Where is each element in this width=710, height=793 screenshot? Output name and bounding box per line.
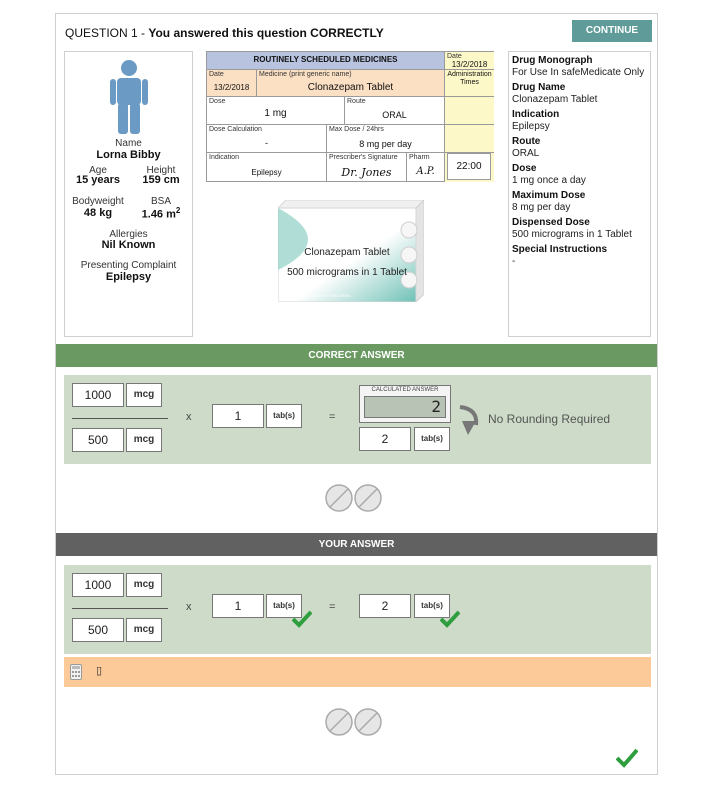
allergies-label: Allergies [109,229,148,240]
monograph-indication-label: Indication [512,109,560,120]
monograph-subtitle: For Use In safeMedicate Only [512,67,645,78]
rounding-arrow-icon [456,403,482,439]
chart-admin-slot-2 [445,125,494,153]
monograph-special-label: Special Instructions [512,244,608,255]
chart-dose-calc: Dose Calculation - [207,125,327,153]
weight-label: Bodyweight [72,196,124,207]
monograph-route-label: Route [512,136,541,147]
monograph-dispensed-label: Dispensed Dose [512,217,590,228]
calculator-icon[interactable] [70,664,82,680]
monograph-indication: Epilepsy [512,121,550,132]
chart-pharm: Pharm A.P. [407,153,445,182]
your-result[interactable]: 2 [359,594,411,618]
patient-allergies: Nil Known [101,239,156,251]
chart-admin-slot-1 [445,97,494,125]
your-denominator-unit[interactable]: mcg [126,618,162,642]
chart-prescriber: Prescriber's Signature Dr. Jones [327,153,407,182]
question-frame [55,13,658,775]
monograph-dispensed: 500 micrograms in 1 Tablet [512,229,632,240]
complaint-label: Presenting Complaint [80,260,177,271]
chart-max-dose: Max Dose / 24hrs 8 mg per day [327,125,445,153]
height-label: Height [146,165,176,176]
your-times-sign: x [186,601,192,613]
chart-dose: Dose 1 mg [207,97,345,125]
chart-admin-times: Administration Times [445,70,494,97]
bsa-label: BSA [150,196,171,207]
correct-tablets-icon [324,483,384,513]
chart-date: Date 13/2/2018 [207,70,257,97]
correct-result-unit: tab(s) [414,427,450,451]
your-multiplier[interactable]: 1 [212,594,264,618]
correct-result: 2 [359,427,411,451]
calculated-answer-value: 2 [364,396,446,418]
correct-numerator-unit: mcg [126,383,162,407]
monograph-dose: 1 mg once a day [512,175,586,186]
your-result-unit[interactable]: tab(s) [414,594,450,618]
multiplier-correct-check-icon [292,610,312,628]
monograph-title: Drug Monograph [512,55,593,66]
question-result: You answered this question CORRECTLY [148,26,384,40]
correct-equals-sign: = [329,411,336,423]
correct-multiplier: 1 [212,404,264,428]
medicine-box-name: Clonazepam Tablet [304,247,390,258]
correct-numerator: 1000 [72,383,124,407]
chart-indication: Indication Epilepsy [207,153,327,182]
correct-denominator-unit: mcg [126,428,162,452]
correct-multiplier-unit: tab(s) [266,404,302,428]
your-fraction-line [72,608,168,609]
your-numerator-unit[interactable]: mcg [126,573,162,597]
continue-button[interactable]: CONTINUE [572,20,652,42]
correct-answer-panel [64,375,651,464]
monograph-drug-name: Clonazepam Tablet [512,94,598,105]
chart-time: 22:00 [445,153,494,182]
correct-fraction-line [72,418,168,419]
correct-answer-bar: CORRECT ANSWER [56,344,657,367]
patient-card [64,51,193,337]
chart-route: Route ORAL [345,97,445,125]
overall-correct-check-icon [616,748,638,768]
correct-times-sign: x [186,411,192,423]
correct-denominator: 500 [72,428,124,452]
feedback-glyph: ▯ [96,665,103,677]
patient-name: Lorna Bibby [96,149,161,161]
your-denominator[interactable]: 500 [72,618,124,642]
patient-complaint: Epilepsy [105,271,152,283]
rounding-note: No Rounding Required [488,412,611,426]
result-correct-check-icon [440,610,460,628]
patient-height: 159 cm [142,174,180,186]
your-tablets-icon [324,707,384,737]
monograph-dose-label: Dose [512,163,537,174]
your-multiplier-unit[interactable]: tab(s) [266,594,302,618]
patient-bsa: 1.46 $m^2$ [141,206,181,221]
calculator-display [359,385,451,423]
drug-monograph [508,51,651,337]
medicine-box-warning: KEEP OUT OF REACH OF CHILDREN [280,293,351,298]
your-answer-bar: YOUR ANSWER [56,533,657,556]
question-title: QUESTION 1 - You answered this question CORRECTLY [65,26,384,40]
medicine-box-strength: 500 micrograms in 1 Tablet [287,267,407,278]
your-numerator[interactable]: 1000 [72,573,124,597]
monograph-special: - [512,256,516,267]
name-label: Name [115,138,142,149]
chart-medicine: Medicine (print generic name) Clonazepam Tablet [257,70,445,97]
chart-date-top: Date 13/2/2018 [445,52,494,70]
age-label: Age [89,165,107,176]
chart-header: ROUTINELY SCHEDULED MEDICINES [207,52,445,70]
your-equals-sign: = [329,601,336,613]
monograph-max-dose-label: Maximum Dose [512,190,586,201]
patient-figure-icon [109,59,149,135]
calculator-feedback-bar [64,657,651,687]
patient-weight: 48 kg [83,207,113,219]
question-number: QUESTION 1 [65,26,138,40]
monograph-route: ORAL [512,148,540,159]
monograph-max-dose: 8 mg per day [512,202,571,213]
medication-chart [206,51,494,182]
your-answer-panel [64,565,651,654]
calculated-answer-label: CALCULATED ANSWER [371,387,439,393]
monograph-drug-name-label: Drug Name [512,82,566,93]
patient-age: 15 years [75,174,121,186]
